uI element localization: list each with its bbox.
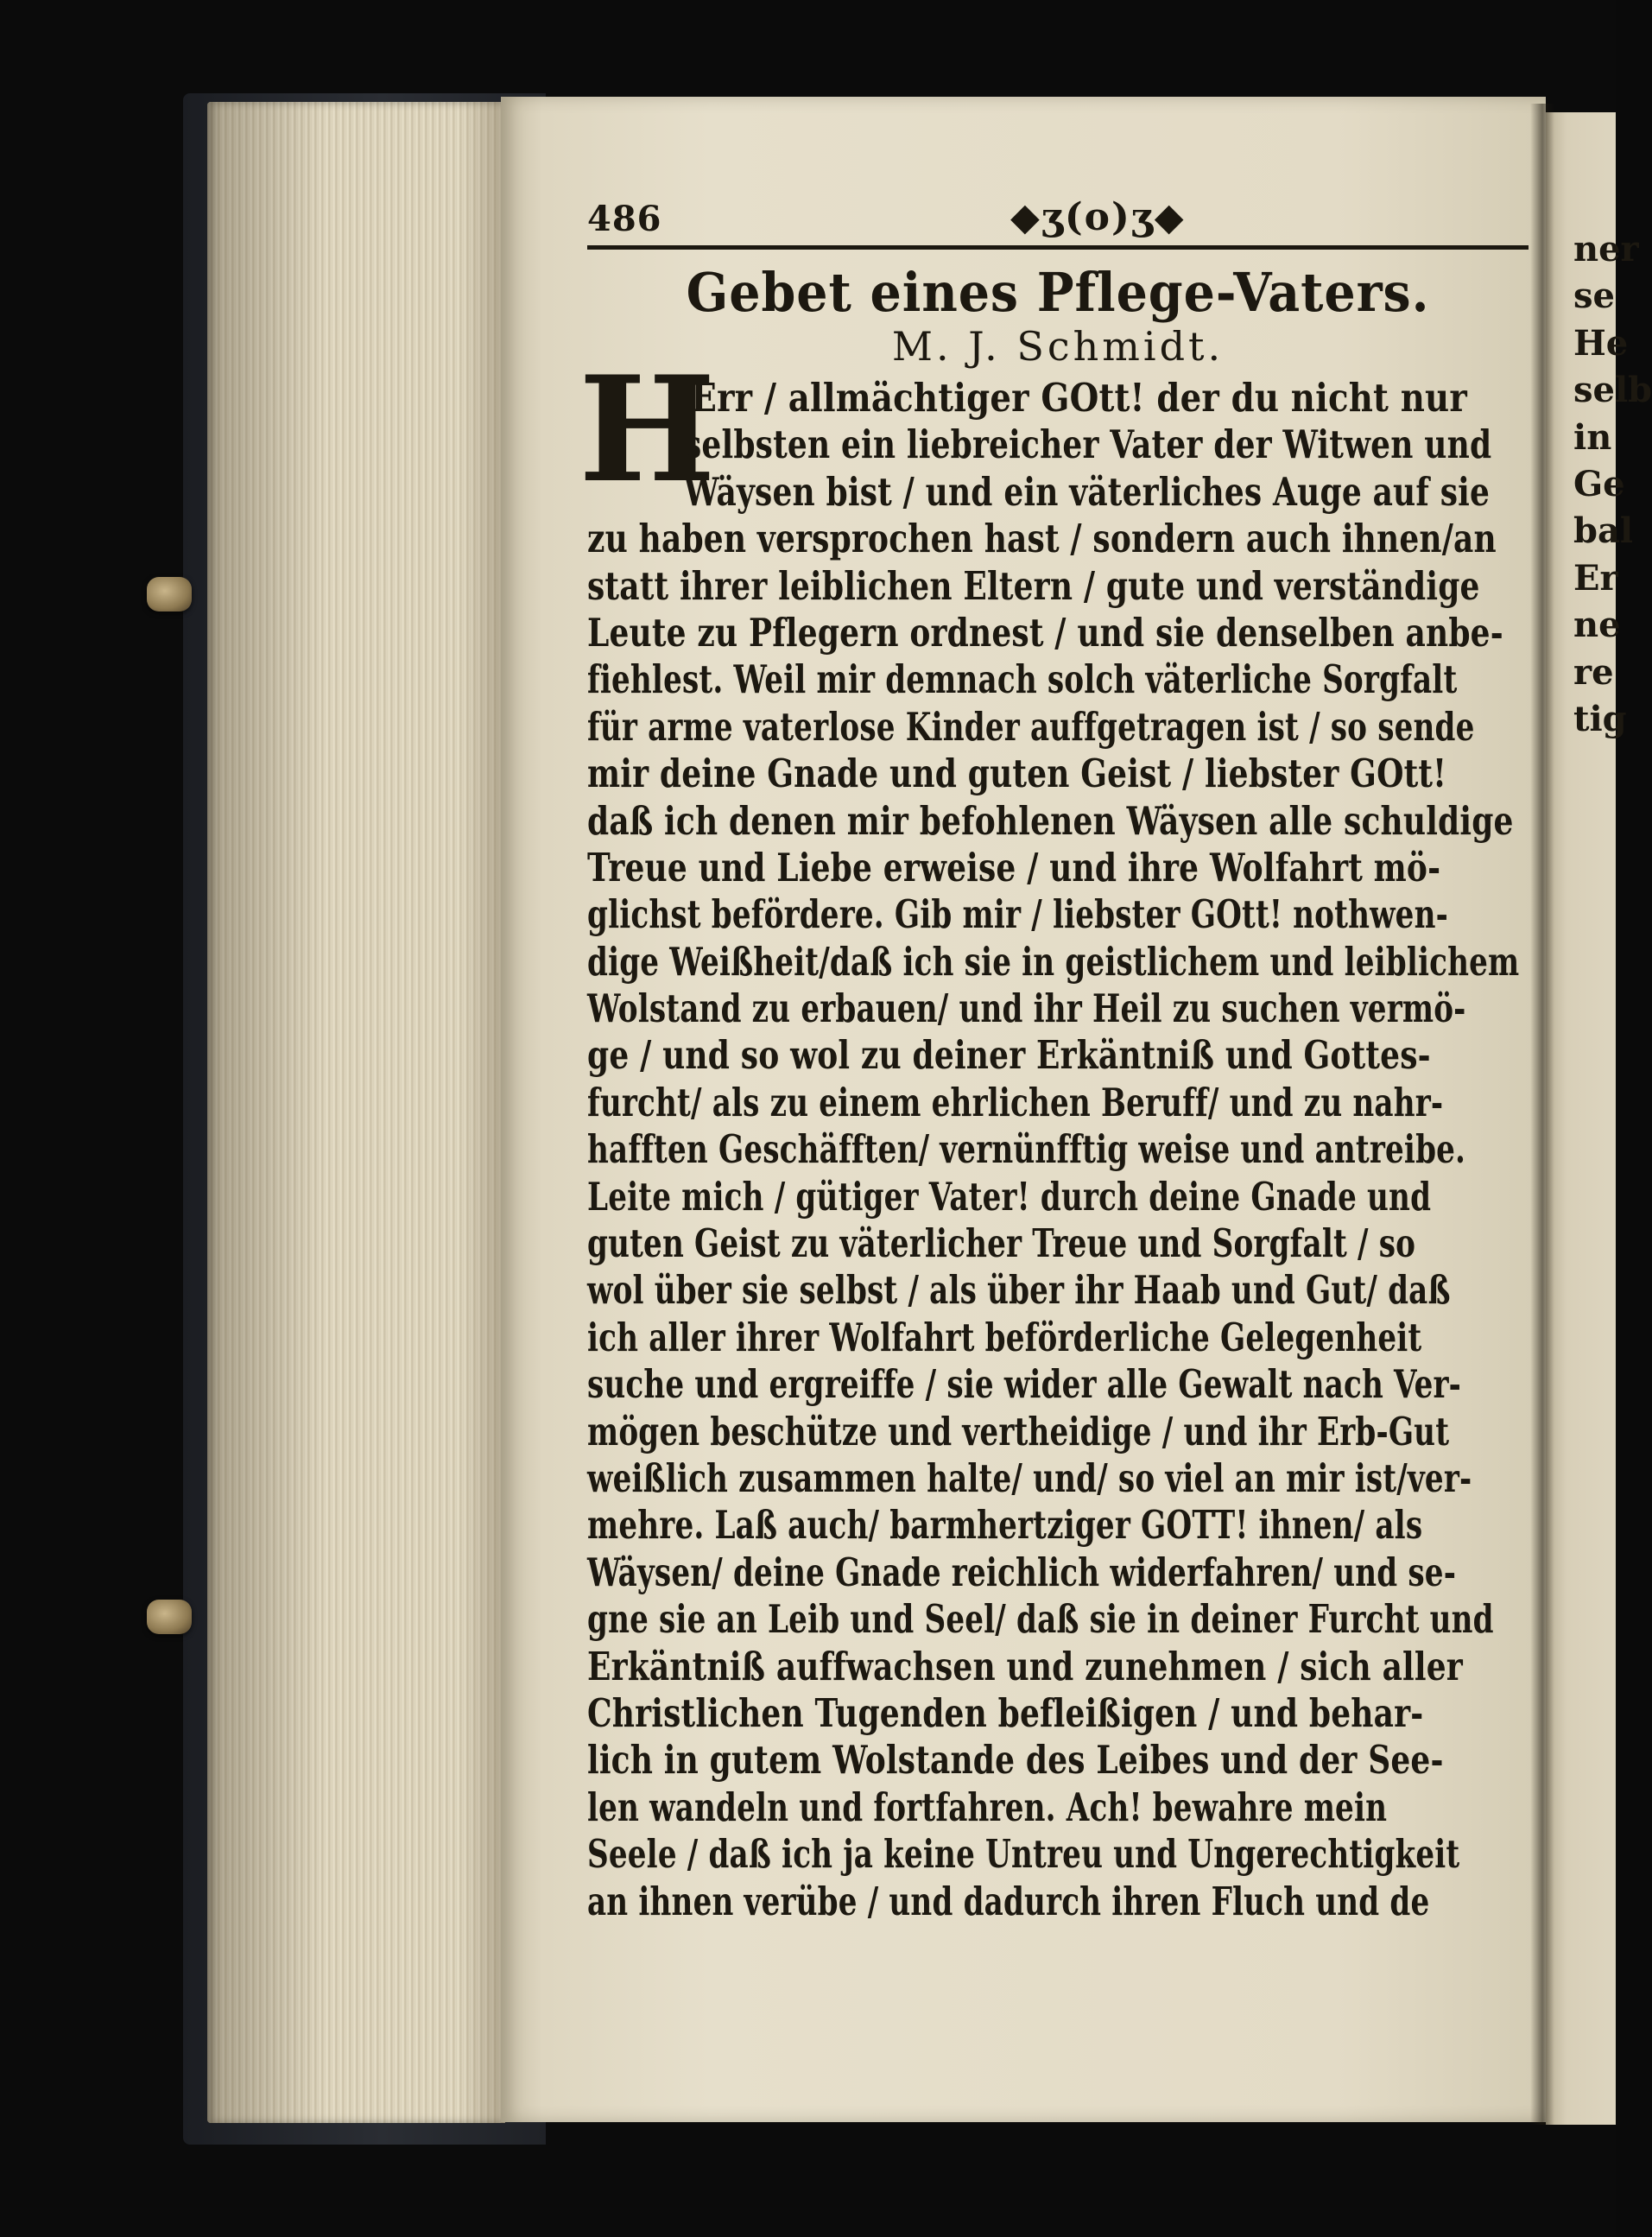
text-line: für arme vaterlose Kinder auffgetragen ist / so sende bbox=[587, 703, 1475, 750]
page-edges-shade bbox=[207, 102, 505, 2123]
text-line: mir deine Gnade und guten Geist / liebster GOtt! bbox=[587, 751, 1447, 797]
prayer-body bbox=[587, 375, 1537, 1925]
text-line: daß ich denen mir befohlenen Wäysen alle schuldige bbox=[587, 797, 1514, 844]
text-line: fiehlest. Weil mir demnach solch väterliche Sorgfalt bbox=[587, 656, 1458, 703]
facing-fragment: ner bbox=[1573, 229, 1639, 269]
text-line: furcht/ als zu einem ehrlichen Beruff/ und zu nahr- bbox=[587, 1079, 1444, 1125]
text-line: guten Geist zu väterlicher Treue und Sorgfalt / so bbox=[587, 1220, 1416, 1267]
text-line: wol über sie selbst / als über ihr Haab und Gut/ daß bbox=[587, 1267, 1451, 1314]
text-line: len wandeln und fortfahren. Ach! bewahre mein bbox=[587, 1784, 1388, 1830]
header-ornament: ◆ʒ(o)ʒ◆ bbox=[1010, 195, 1186, 239]
text-line: weißlich zusammen halte/ und/ so viel an mir ist/ver- bbox=[587, 1454, 1472, 1501]
text-line: gne sie an Leib und Seel/ daß sie in deiner Furcht und bbox=[587, 1596, 1494, 1643]
text-line: ich aller ihrer Wolfahrt beförderliche Gelegenheit bbox=[587, 1314, 1422, 1360]
clasp-top bbox=[147, 577, 192, 612]
text-line: lich in gutem Wolstande des Leibes und der See- bbox=[587, 1737, 1444, 1784]
facing-fragment: selb bbox=[1573, 370, 1652, 411]
text-line: zu haben versprochen hast / sondern auch ihnen/an bbox=[587, 516, 1497, 562]
text-line: an ihnen verübe / und dadurch ihren Fluch und de bbox=[587, 1878, 1430, 1924]
drop-cap: H bbox=[579, 344, 716, 515]
text-line: Treue und Liebe erweise / und ihre Wolfahrt mö- bbox=[587, 844, 1441, 890]
facing-fragment: Ge bbox=[1573, 463, 1625, 504]
facing-fragment: in bbox=[1573, 416, 1612, 458]
clasp-bottom bbox=[147, 1600, 192, 1634]
text-line: statt ihrer leiblichen Eltern / gute und verständige bbox=[587, 562, 1480, 609]
facing-page-fragments bbox=[1573, 226, 1652, 743]
text-line: glichst befördere. Gib mir / liebster GOtt! nothwen- bbox=[587, 891, 1448, 938]
header-rule bbox=[587, 245, 1529, 250]
facing-fragment: se bbox=[1573, 276, 1615, 317]
facing-fragment: bal bbox=[1573, 510, 1634, 552]
facing-fragment: He bbox=[1573, 322, 1629, 364]
text-line: mögen beschütze und vertheidige / und ihr Erb-Gut bbox=[587, 1408, 1450, 1454]
text-line: mehre. Laß auch/ barmhertziger GOTT! ihnen/ als bbox=[587, 1502, 1423, 1549]
text-line: Wäysen/ deine Gnade reichlich widerfahren/ und se- bbox=[587, 1549, 1457, 1595]
facing-fragment: re bbox=[1573, 651, 1614, 693]
text-line: Wolstand zu erbauen/ und ihr Heil zu suchen vermö- bbox=[587, 985, 1466, 1032]
page-header bbox=[587, 192, 1537, 245]
text-line: selbsten ein liebreicher Vater der Witwen und bbox=[684, 421, 1492, 468]
facing-fragment: ne bbox=[1573, 605, 1621, 646]
text-line: ge / und so wol zu deiner Erkäntniß und Gottes- bbox=[587, 1032, 1431, 1079]
text-line: Leite mich / gütiger Vater! durch deine Gnade und bbox=[587, 1173, 1432, 1220]
prayer-title: Gebet eines Pflege-Vaters. bbox=[686, 261, 1430, 324]
facing-fragment: tig bbox=[1573, 698, 1627, 739]
text-line: Wäysen bist / und ein väterliches Auge auf sie bbox=[684, 468, 1491, 515]
facing-fragment: Er bbox=[1573, 557, 1618, 599]
page-text bbox=[579, 192, 1537, 1924]
text-line: suche und ergreiffe / sie wider alle Gewalt nach Ver- bbox=[587, 1361, 1462, 1408]
text-line: Christlichen Tugenden befleißigen / und behar- bbox=[587, 1689, 1424, 1736]
text-line: Leute zu Pflegern ordnest / und sie denselben anbe- bbox=[587, 609, 1503, 656]
text-line: Err / allmächtiger GOtt! der du nicht nur bbox=[691, 375, 1467, 421]
text-line: dige Weißheit/daß ich sie in geistlichem und leiblichem bbox=[587, 938, 1520, 985]
text-line: Seele / daß ich ja keine Untreu und Ungerechtigkeit bbox=[587, 1831, 1460, 1878]
prayer-author: M. J. Schmidt. bbox=[891, 323, 1225, 370]
text-line: hafften Geschäfften/ vernünfftig weise und antreibe. bbox=[587, 1126, 1466, 1173]
page-number: 486 bbox=[587, 199, 662, 239]
text-line: Erkäntniß auffwachsen und zunehmen / sich aller bbox=[587, 1643, 1463, 1689]
